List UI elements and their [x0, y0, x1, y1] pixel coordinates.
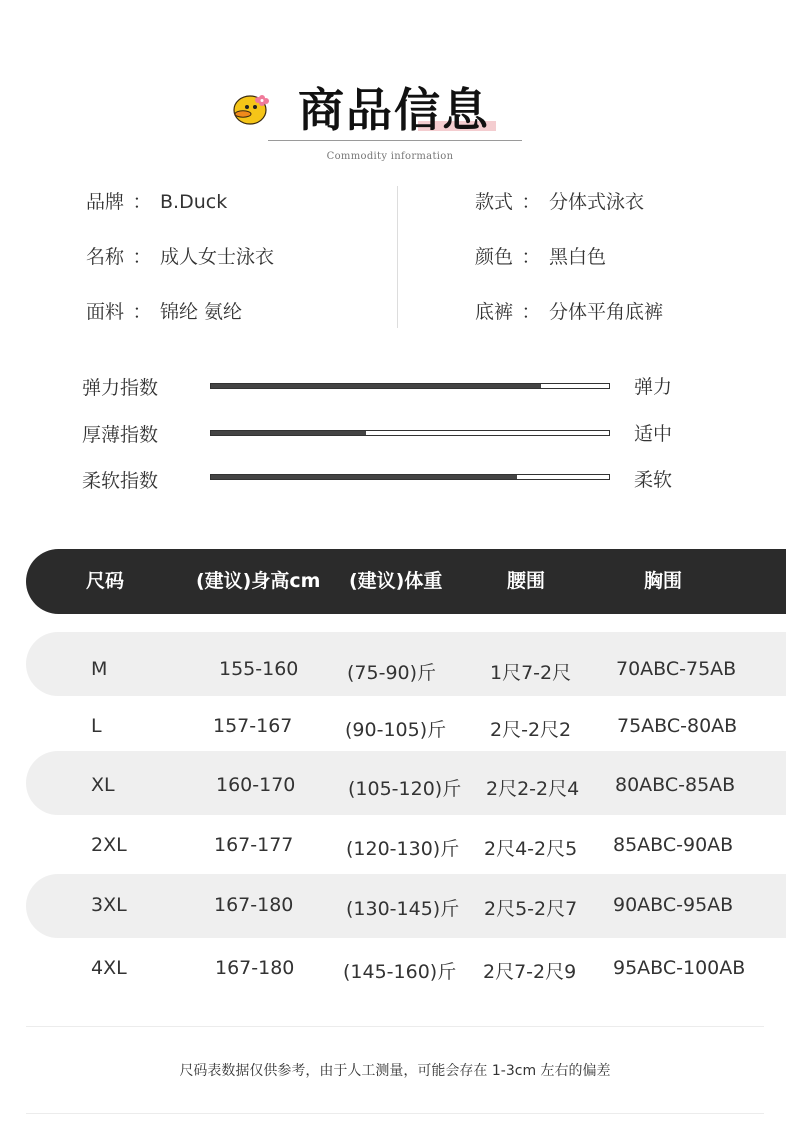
attribute-value: 锦纶 氨纶: [160, 301, 243, 323]
index-label-thickness: 厚薄指数: [82, 424, 159, 446]
index-value-thickness: 适中: [634, 423, 673, 445]
table-cell-weight: (145-160)斤: [343, 961, 457, 983]
index-fill: [211, 475, 517, 479]
attribute-name: [86, 242, 274, 269]
index-value-elasticity: 弹力: [634, 376, 673, 398]
table-cell-bust: 90ABC-95AB: [613, 894, 734, 916]
title-underline: [268, 140, 522, 141]
attribute-key: 款式: [475, 191, 514, 213]
table-cell-height: 167-177: [214, 834, 294, 856]
index-label-softness: 柔软指数: [82, 470, 159, 492]
index-bar-thickness: [210, 430, 610, 436]
page-title: 商品信息: [298, 83, 490, 137]
footnote-divider-bottom: [26, 1113, 764, 1114]
attribute-separator: ：: [521, 246, 541, 268]
table-cell-waist: 2尺4-2尺5: [484, 838, 578, 860]
table-cell-bust: 80ABC-85AB: [615, 774, 736, 796]
table-cell-weight: (120-130)斤: [346, 838, 460, 860]
index-bar-softness: [210, 474, 610, 480]
attribute-bottoms: [475, 297, 663, 324]
table-cell-bust: 70ABC-75AB: [616, 658, 737, 680]
table-cell-size: XL: [91, 774, 115, 796]
footnote: 尺码表数据仅供参考，由于人工测量，可能会存在 1-3cm 左右的偏差: [179, 1063, 611, 1079]
attribute-style: [475, 187, 644, 214]
column-header-size: 尺码: [86, 570, 125, 592]
table-cell-size: 2XL: [91, 834, 127, 856]
attribute-separator: ：: [521, 191, 541, 213]
attribute-value: 分体平角底裤: [549, 301, 664, 323]
column-header-waist: 腰围: [507, 570, 546, 592]
table-cell-height: 160-170: [216, 774, 296, 796]
page-subtitle: Commodity information: [326, 151, 454, 162]
attribute-key: 颜色: [475, 246, 514, 268]
attribute-separator: ：: [132, 301, 152, 323]
table-cell-weight: (105-120)斤: [348, 778, 462, 800]
attribute-key: 底裤: [475, 301, 514, 323]
table-cell-bust: 75ABC-80AB: [617, 715, 738, 737]
table-cell-size: L: [91, 715, 102, 737]
attribute-divider: [397, 186, 398, 328]
table-cell-bust: 85ABC-90AB: [613, 834, 734, 856]
attribute-separator: ：: [521, 301, 541, 323]
column-header-bust: 胸围: [644, 570, 683, 592]
table-cell-waist: 2尺2-2尺4: [486, 778, 580, 800]
table-cell-height: 167-180: [215, 957, 295, 979]
size-table-header: [26, 549, 786, 614]
attribute-value: B.Duck: [160, 191, 228, 213]
table-cell-height: 157-167: [213, 715, 293, 737]
attribute-key: 品牌: [86, 191, 125, 213]
attribute-separator: ：: [132, 246, 152, 268]
attribute-value: 黑白色: [549, 246, 607, 268]
attribute-color: [475, 242, 606, 269]
column-header-weight: (建议)体重: [349, 570, 443, 592]
table-cell-waist: 2尺5-2尺7: [484, 898, 578, 920]
index-bar-elasticity: [210, 383, 610, 389]
table-cell-weight: (75-90)斤: [347, 662, 437, 684]
attribute-brand: [86, 187, 227, 214]
footnote-divider-top: [26, 1026, 764, 1027]
table-cell-size: 3XL: [91, 894, 127, 916]
table-cell-waist: 2尺-2尺2: [490, 719, 572, 741]
index-label-elasticity: 弹力指数: [82, 377, 159, 399]
index-value-softness: 柔软: [634, 469, 673, 491]
column-header-height: (建议)身高cm: [196, 570, 321, 592]
table-cell-size: M: [91, 658, 108, 680]
index-fill: [211, 431, 366, 435]
attribute-separator: ：: [132, 191, 152, 213]
table-cell-waist: 1尺7-2尺: [490, 662, 572, 684]
table-cell-weight: (90-105)斤: [345, 719, 447, 741]
attribute-fabric: [86, 297, 242, 324]
table-cell-height: 167-180: [214, 894, 294, 916]
attribute-key: 名称: [86, 246, 125, 268]
table-cell-weight: (130-145)斤: [346, 898, 460, 920]
index-fill: [211, 384, 541, 388]
attribute-key: 面料: [86, 301, 125, 323]
table-cell-waist: 2尺7-2尺9: [483, 961, 577, 983]
table-cell-size: 4XL: [91, 957, 127, 979]
header-section: [0, 0, 790, 170]
table-cell-height: 155-160: [219, 658, 299, 680]
duck-logo-icon: [231, 88, 271, 128]
attribute-value: 成人女士泳衣: [160, 246, 275, 268]
attribute-value: 分体式泳衣: [549, 191, 645, 213]
table-cell-bust: 95ABC-100AB: [613, 957, 746, 979]
